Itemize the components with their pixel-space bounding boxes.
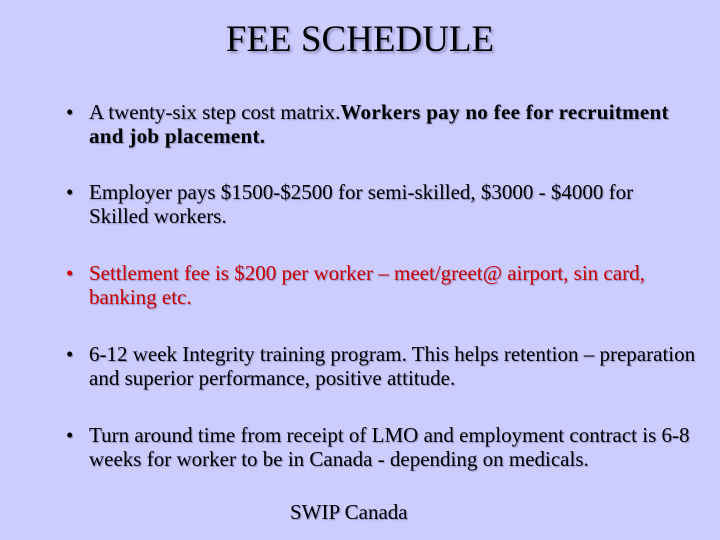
bullet-text-bold: Workers pay no fee for recruitment and job placement. (89, 100, 669, 148)
bullet-item-training-program (66, 342, 696, 390)
bullet-item-employer-pays (66, 180, 696, 228)
bullet-marker: • (66, 180, 74, 204)
bullet-marker: • (66, 261, 74, 285)
bullet-marker: • (66, 423, 74, 447)
bullet-item-settlement-fee (66, 261, 696, 309)
bullet-marker: • (66, 342, 74, 366)
bullet-text: A twenty-six step cost matrix. (89, 100, 341, 124)
footer-org-name: SWIP Canada (290, 500, 408, 524)
bullet-text: Settlement fee is $200 per worker – meet/greet@ airport, sin card, banking etc. (89, 261, 645, 309)
bullet-item-cost-matrix (66, 100, 696, 148)
slide-title: FEE SCHEDULE (225, 19, 495, 60)
bullet-text: Employer pays $1500-$2500 for semi-skilled, $3000 - $4000 for Skilled workers. (89, 180, 634, 228)
bullet-list (66, 100, 696, 471)
bullet-item-turnaround-time (66, 423, 696, 471)
bullet-text: 6-12 week Integrity training program. This helps retention – preparation and superior performance, positive attitude. (89, 342, 696, 390)
bullet-marker: • (66, 100, 74, 124)
bullet-text: Turn around time from receipt of LMO and employment contract is 6-8 weeks for worker to be in Canada - depending on medicals. (89, 423, 690, 471)
